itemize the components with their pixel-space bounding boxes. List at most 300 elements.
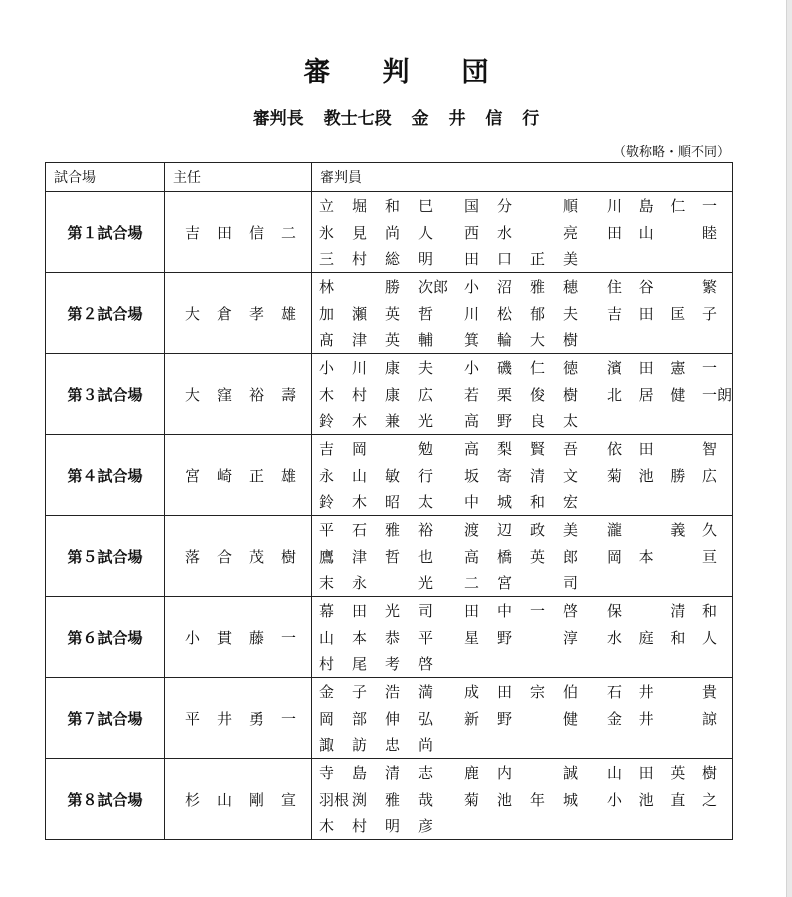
referee-name-char: 保 xyxy=(607,602,623,620)
referee-name-char: 井 xyxy=(638,683,654,701)
referee-name-char: 英 xyxy=(385,304,401,323)
referee-name-char: 俊 xyxy=(530,385,546,404)
referee-name xyxy=(462,329,607,350)
referee-name-char: 徳 xyxy=(563,359,579,377)
referee-name-char: 賢 xyxy=(530,440,546,458)
referee-name-char: 石 xyxy=(607,683,623,701)
referee-name-char: 池 xyxy=(638,466,654,485)
referee-name-char: 諒 xyxy=(701,709,717,728)
referee-name-char: 氷 xyxy=(319,223,335,242)
referee-name-char: 行 xyxy=(418,466,434,485)
referee-name-char: 田 xyxy=(638,359,654,377)
referee-name xyxy=(312,519,462,540)
referee-name-char: 浩 xyxy=(385,683,401,701)
referee-name-char: 金 xyxy=(607,709,623,728)
chief-cell xyxy=(165,759,312,840)
referee-name-char: 幕 xyxy=(319,602,335,620)
referee-name-char: 和 xyxy=(530,493,546,511)
referee-name-char: 宮 xyxy=(497,574,513,592)
chief-name-char: 平 xyxy=(185,709,201,728)
referee-name xyxy=(462,248,607,269)
chief-name-char: 吉 xyxy=(185,223,201,242)
referee-name xyxy=(312,681,462,702)
chief-name-char: 一 xyxy=(281,709,297,728)
referee-name-char: 義 xyxy=(670,521,686,539)
referee-name-char xyxy=(385,438,399,459)
referee-name-char: 西 xyxy=(464,223,480,242)
referee-name-char: 濱 xyxy=(607,359,623,377)
referee-name-char: 永 xyxy=(352,574,368,592)
referee-name-char: 広 xyxy=(418,385,434,404)
referee-line xyxy=(312,300,732,327)
referee-name-char: 依 xyxy=(607,440,623,458)
referee-name-char: 健 xyxy=(670,385,686,404)
table-row xyxy=(46,192,733,273)
referee-name-char: 夫 xyxy=(418,359,434,377)
referee-name xyxy=(462,491,607,512)
referee-name xyxy=(312,491,462,512)
referee-name xyxy=(312,276,462,297)
referee-name xyxy=(462,195,607,216)
referee-line xyxy=(312,273,732,300)
referee-name-char: 水 xyxy=(607,628,623,647)
referee-line xyxy=(312,354,732,381)
referee-name-char: 城 xyxy=(497,493,513,511)
referee-name-char xyxy=(530,222,544,243)
referees-cell xyxy=(312,678,733,759)
chief-cell xyxy=(165,516,312,597)
referee-name-char: 山 xyxy=(607,764,623,782)
referee-line xyxy=(312,678,732,705)
referee-name-char: 勝 xyxy=(670,466,686,485)
referee-name-char: 和 xyxy=(701,602,717,620)
chief-name-char: 信 xyxy=(249,223,265,242)
referee-name-char: 星 xyxy=(464,628,480,647)
referee-name xyxy=(312,438,462,459)
referee-line xyxy=(312,488,732,515)
referee-name-char: 川 xyxy=(464,304,480,323)
referee-name-char: 郁 xyxy=(530,304,546,323)
head-judge-name-char: 行 xyxy=(522,109,540,129)
venue-cell: 第５試合場 xyxy=(46,516,165,597)
referee-line xyxy=(312,326,732,353)
referee-name-char: 吉 xyxy=(607,304,623,323)
referee-name-char: 明 xyxy=(385,817,401,835)
referee-name xyxy=(312,248,462,269)
referee-name-char: 岡 xyxy=(352,440,368,458)
referee-name-char: 子 xyxy=(352,683,368,701)
referee-name xyxy=(607,708,731,729)
referee-name-char: 末 xyxy=(319,574,335,592)
referee-line xyxy=(312,543,732,570)
referee-name-char: 中 xyxy=(464,493,480,511)
chief-name-char: 正 xyxy=(249,466,265,485)
referee-name-char: 康 xyxy=(385,359,401,377)
referee-name-char: 島 xyxy=(638,197,654,215)
chief-name xyxy=(165,627,311,648)
referee-name xyxy=(312,303,462,324)
referee-name-char: 北 xyxy=(607,385,623,404)
referee-name xyxy=(607,789,731,810)
referee-name-char: 裕 xyxy=(418,521,434,539)
venue-cell: 第１試合場 xyxy=(46,192,165,273)
referee-name-char: 堀 xyxy=(352,197,368,215)
referee-name-char: 樹 xyxy=(563,385,579,404)
referee-name-char: 英 xyxy=(670,764,686,782)
chief-name-char: 壽 xyxy=(281,385,297,404)
referee-name-char: 次郎 xyxy=(418,278,449,296)
referee-name-char: 田 xyxy=(607,223,623,242)
referees-cell xyxy=(312,354,733,435)
table-row xyxy=(46,678,733,759)
referee-name-char: 也 xyxy=(418,547,434,566)
referee-name-char: 雅 xyxy=(385,790,401,809)
referee-name-char: 恭 xyxy=(385,628,401,647)
chief-name-char: 樹 xyxy=(281,547,297,566)
referee-name-char: 匡 xyxy=(670,304,686,323)
chief-name-char: 一 xyxy=(281,628,297,647)
referee-name-char: 水 xyxy=(497,223,513,242)
referee-name-char: 住 xyxy=(607,278,623,296)
referee-name-char: 林 xyxy=(319,278,335,296)
referee-name-char xyxy=(639,519,653,540)
referee-name-char: 坂 xyxy=(464,466,480,485)
referee-name-char: 島 xyxy=(352,764,368,782)
referee-name-char: 渕 xyxy=(352,790,368,809)
referee-name xyxy=(312,708,462,729)
referee-name-char: 清 xyxy=(530,466,546,485)
referee-name-char: 子 xyxy=(701,304,717,323)
referee-name xyxy=(462,572,607,593)
referee-name-char: 尚 xyxy=(418,736,434,754)
referee-line xyxy=(312,516,732,543)
referees-cell xyxy=(312,273,733,354)
referee-name-char: 宗 xyxy=(530,683,546,701)
table-row xyxy=(46,516,733,597)
referee-name-char: 清 xyxy=(670,602,686,620)
referee-name xyxy=(312,357,462,378)
page-edge xyxy=(786,0,792,897)
referee-name xyxy=(462,276,607,297)
referee-name xyxy=(462,384,607,405)
referee-name-char: 井 xyxy=(638,709,654,728)
referee-name xyxy=(312,653,462,674)
referee-name-char: 樹 xyxy=(563,331,579,349)
venue-cell: 第２試合場 xyxy=(46,273,165,354)
referee-name xyxy=(607,600,731,621)
referee-line xyxy=(312,407,732,434)
header-referees: 審判員 xyxy=(312,163,733,192)
referee-name-char xyxy=(670,222,684,243)
referee-name-char: 仁 xyxy=(670,197,686,215)
honorific-note: （敬称略・順不同） xyxy=(612,145,730,160)
referee-name xyxy=(312,815,462,836)
referee-name-char: 津 xyxy=(352,547,368,566)
referee-name-char: 口 xyxy=(497,250,513,268)
referee-name-char xyxy=(670,708,684,729)
referee-name xyxy=(312,546,462,567)
referee-name-char: 和 xyxy=(670,628,686,647)
referee-name xyxy=(462,708,607,729)
referee-name-char: 誠 xyxy=(563,764,579,782)
referee-line xyxy=(312,435,732,462)
referee-name-char: 文 xyxy=(563,466,579,485)
referee-line xyxy=(312,705,732,732)
referee-name-char: 松 xyxy=(497,304,513,323)
chief-name-char: 井 xyxy=(217,709,233,728)
referee-name-char: 尚 xyxy=(385,223,401,242)
chief-cell xyxy=(165,678,312,759)
chief-name-char: 孝 xyxy=(249,304,265,323)
referee-name-char: 輪 xyxy=(497,331,513,349)
venue-cell: 第８試合場 xyxy=(46,759,165,840)
referee-name-char: 池 xyxy=(497,790,513,809)
referee-name-char: 瀧 xyxy=(607,521,623,539)
referee-name-char: 之 xyxy=(701,790,717,809)
referee-name xyxy=(462,789,607,810)
referees-cell xyxy=(312,516,733,597)
referees-cell xyxy=(312,192,733,273)
referee-name-char: 岡 xyxy=(607,547,623,566)
referee-name-char: 総 xyxy=(385,250,401,268)
referee-name-char: 国 xyxy=(464,197,480,215)
referee-name-char: 一朗 xyxy=(701,385,732,404)
referee-name-char: 伯 xyxy=(563,683,579,701)
referee-name-char: 村 xyxy=(319,655,335,673)
referee-name-char xyxy=(352,276,366,297)
referee-name xyxy=(462,762,607,783)
referee-name-char: 輔 xyxy=(418,331,434,349)
referee-name-char: 正 xyxy=(530,250,546,268)
referee-name-char: 哲 xyxy=(385,547,401,566)
chief-name xyxy=(165,222,311,243)
referee-name xyxy=(312,789,462,810)
referee-name-char: 田 xyxy=(352,602,368,620)
referee-name xyxy=(607,681,731,702)
chief-name-char: 合 xyxy=(217,547,233,566)
referee-name-char: 憲 xyxy=(670,359,686,377)
referee-name-char: 山 xyxy=(352,466,368,485)
referee-name-char: 啓 xyxy=(563,602,579,620)
referee-name-char: 村 xyxy=(352,385,368,404)
referee-name xyxy=(607,276,731,297)
referee-name-char: 川 xyxy=(352,359,368,377)
referee-name-char: 本 xyxy=(638,547,654,566)
referee-name-char: 寄 xyxy=(497,466,513,485)
referee-name xyxy=(312,329,462,350)
page-title: 審判団 xyxy=(303,57,541,88)
chief-name-char: 田 xyxy=(217,223,233,242)
referees-cell xyxy=(312,759,733,840)
referee-name xyxy=(312,465,462,486)
referee-name xyxy=(607,303,731,324)
referee-name-char: 成 xyxy=(464,683,480,701)
referee-name-char: 彦 xyxy=(418,817,434,835)
referee-name-char: 小 xyxy=(319,359,335,377)
referee-name-char: 梨 xyxy=(497,440,513,458)
referee-name-char: 小 xyxy=(464,359,480,377)
referee-name xyxy=(462,222,607,243)
referee-line xyxy=(312,381,732,408)
referee-name-char: 忠 xyxy=(385,736,401,754)
chief-cell xyxy=(165,192,312,273)
chief-name-char: 大 xyxy=(185,385,201,404)
table-row xyxy=(46,435,733,516)
referee-name-char: 部 xyxy=(352,709,368,728)
referee-name-char: 英 xyxy=(530,547,546,566)
referee-name-char: 諏 xyxy=(319,736,335,754)
chief-name-char: 剛 xyxy=(249,790,265,809)
referee-name-char: 啓 xyxy=(418,655,434,673)
referee-name-char: 小 xyxy=(607,790,623,809)
table-row xyxy=(46,354,733,435)
referee-name-char: 考 xyxy=(385,655,401,673)
referee-line xyxy=(312,569,732,596)
head-judge-role: 審判長 xyxy=(252,109,304,129)
referee-name-char: 野 xyxy=(497,412,513,430)
referee-name-char: 太 xyxy=(418,493,434,511)
referee-name-char: 鷹 xyxy=(319,547,335,566)
referee-name-char: 訪 xyxy=(352,736,368,754)
referee-name-char: 夫 xyxy=(563,304,579,323)
referee-name-char: 雅 xyxy=(530,278,546,296)
referee-name-char: 立 xyxy=(319,197,335,215)
referee-name-char: 磯 xyxy=(497,359,513,377)
referee-name xyxy=(607,357,731,378)
referee-name xyxy=(312,222,462,243)
referee-name-char: 寺 xyxy=(319,764,335,782)
referee-name-char: 美 xyxy=(563,250,579,268)
referee-name-char: 木 xyxy=(352,493,368,511)
referee-name-char: 満 xyxy=(418,683,434,701)
referee-name xyxy=(312,762,462,783)
referee-name xyxy=(462,438,607,459)
referee-name-char: 司 xyxy=(563,574,579,592)
referee-name-char: 高 xyxy=(464,547,480,566)
referee-name-char: 見 xyxy=(352,223,368,242)
referee-name-char: 穂 xyxy=(563,278,579,296)
referee-name-char xyxy=(530,195,544,216)
referee-name-char: 田 xyxy=(638,304,654,323)
chief-name xyxy=(165,384,311,405)
referee-name-char: 谷 xyxy=(638,278,654,296)
referee-name xyxy=(462,519,607,540)
referee-name-char: 尾 xyxy=(352,655,368,673)
header-chief: 主任 xyxy=(165,163,312,192)
chief-name-char: 倉 xyxy=(217,304,233,323)
referees-cell xyxy=(312,597,733,678)
chief-name-char: 杉 xyxy=(185,790,201,809)
referee-name xyxy=(462,465,607,486)
referee-name-char: 光 xyxy=(418,412,434,430)
table-row xyxy=(46,597,733,678)
referee-name-char: 辺 xyxy=(497,521,513,539)
referee-name-char: 人 xyxy=(701,628,717,647)
referee-name-char: 田 xyxy=(638,764,654,782)
venue-cell: 第６試合場 xyxy=(46,597,165,678)
referee-name xyxy=(607,222,731,243)
subtitle xyxy=(0,104,792,129)
referee-name-char: 郎 xyxy=(563,547,579,566)
referee-name-char xyxy=(639,600,653,621)
referee-name xyxy=(312,410,462,431)
referee-name-char xyxy=(385,572,399,593)
referee-table xyxy=(45,162,733,840)
referee-name-char: 鈴 xyxy=(319,493,335,511)
referee-name-char: 年 xyxy=(530,790,546,809)
referee-name-char: 宏 xyxy=(563,493,579,511)
table-row xyxy=(46,273,733,354)
referee-name xyxy=(607,519,731,540)
referee-name-char: 高 xyxy=(464,412,480,430)
referee-name xyxy=(607,384,731,405)
referee-name-char: 志 xyxy=(418,764,434,782)
referee-name-char: 庭 xyxy=(638,628,654,647)
chief-name-char: 大 xyxy=(185,304,201,323)
referee-name-char: 津 xyxy=(352,331,368,349)
referee-name xyxy=(312,734,462,755)
referee-name-char: 勝 xyxy=(385,278,401,296)
referee-name-char: 鹿 xyxy=(464,764,480,782)
referee-name-char: 清 xyxy=(385,764,401,782)
referee-name-char: 髙 xyxy=(319,331,335,349)
referee-name-char: 広 xyxy=(701,466,717,485)
referee-name-char: 平 xyxy=(418,628,434,647)
chief-cell xyxy=(165,273,312,354)
referee-line xyxy=(312,192,732,219)
chief-cell xyxy=(165,435,312,516)
referee-name-char: 太 xyxy=(563,412,579,430)
referee-name-char: 木 xyxy=(352,412,368,430)
referee-name-char xyxy=(670,438,684,459)
referee-name xyxy=(607,546,731,567)
referee-name-char: 村 xyxy=(352,817,368,835)
referee-name-char: 和 xyxy=(385,197,401,215)
referee-name-char: 内 xyxy=(497,764,513,782)
referee-name-char: 村 xyxy=(352,250,368,268)
referee-name-char: 橋 xyxy=(497,547,513,566)
table-row xyxy=(46,759,733,840)
referee-name-char: 光 xyxy=(418,574,434,592)
referee-name-char: 山 xyxy=(638,223,654,242)
referee-name-char: 久 xyxy=(701,521,717,539)
referee-name-char: 人 xyxy=(418,223,434,242)
referee-line xyxy=(312,650,732,677)
venue-cell: 第７試合場 xyxy=(46,678,165,759)
referee-name-char: 吾 xyxy=(563,440,579,458)
referee-name-char: 樹 xyxy=(701,764,717,782)
referee-line xyxy=(312,624,732,651)
referee-name xyxy=(312,600,462,621)
referee-name-char xyxy=(670,276,684,297)
referee-name-char: 亘 xyxy=(701,547,717,566)
referee-name-char xyxy=(670,546,684,567)
head-judge-rank: 教士七段 xyxy=(323,109,392,129)
referee-name-char: 直 xyxy=(670,790,686,809)
venue-cell: 第４試合場 xyxy=(46,435,165,516)
header-venue: 試合場 xyxy=(46,163,165,192)
chief-name-char: 小 xyxy=(185,628,201,647)
referee-name-char: 雅 xyxy=(385,521,401,539)
referee-name-char: 野 xyxy=(497,628,513,647)
referee-name-char: 田 xyxy=(464,602,480,620)
referee-line xyxy=(312,245,732,272)
referee-name-char: 睦 xyxy=(701,223,717,242)
referee-name-char: 一 xyxy=(701,197,717,215)
chief-name-char: 貫 xyxy=(217,628,233,647)
referee-name-char: 田 xyxy=(638,440,654,458)
referee-name-char: 渡 xyxy=(464,521,480,539)
